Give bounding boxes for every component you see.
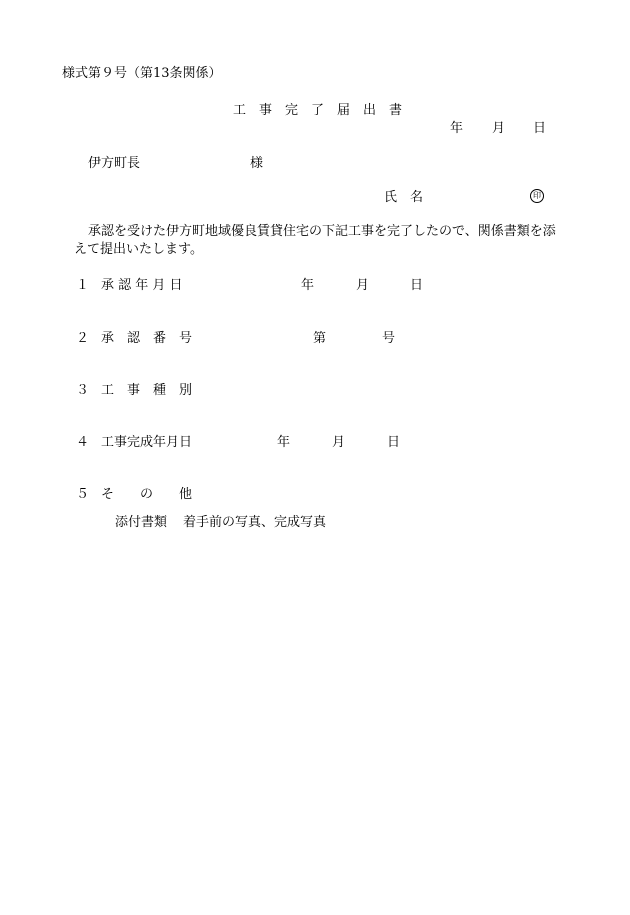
item-5-number: ５	[76, 487, 90, 502]
item-1-year: 年	[301, 278, 315, 293]
attachments-value: 着手前の写真、完成写真	[183, 515, 327, 530]
item-2-number: ２	[76, 331, 90, 346]
item-4-day: 日	[387, 435, 401, 450]
addressee-name: 伊方町長	[88, 156, 141, 171]
item-4-month: 月	[332, 435, 346, 450]
body-text-line-1: 承認を受けた伊方町地域優良賃貸住宅の下記工事を完了したので、関係書類を添	[88, 224, 556, 239]
item-1-day: 日	[410, 278, 424, 293]
item-2-label: 承 認 番 号	[101, 331, 193, 346]
item-3-number: ３	[76, 383, 90, 398]
date-day: 日	[533, 121, 547, 136]
item-4-year: 年	[277, 435, 291, 450]
item-2-suffix: 号	[382, 331, 396, 346]
item-1-number: １	[76, 278, 90, 293]
item-1-month: 月	[356, 278, 370, 293]
attachments-label: 添付書類	[115, 515, 168, 530]
document-title: 工 事 完 了 届 出 書	[233, 103, 403, 118]
seal-icon: 印	[530, 189, 544, 203]
date-year: 年	[450, 121, 464, 136]
body-text-line-2: えて提出いたします。	[74, 242, 203, 257]
item-3-label: 工 事 種 別	[101, 383, 193, 398]
applicant-name-label: 氏 名	[384, 190, 424, 205]
form-number: 様式第９号（第13条関係）	[62, 66, 222, 81]
date-month: 月	[492, 121, 506, 136]
item-2-prefix: 第	[313, 331, 327, 346]
item-1-label: 承 認 年 月 日	[101, 278, 183, 293]
item-5-label: そ の 他	[101, 487, 193, 502]
addressee-honorific: 様	[250, 156, 264, 171]
item-4-number: ４	[76, 435, 90, 450]
item-4-label: 工事完成年月日	[101, 435, 193, 450]
